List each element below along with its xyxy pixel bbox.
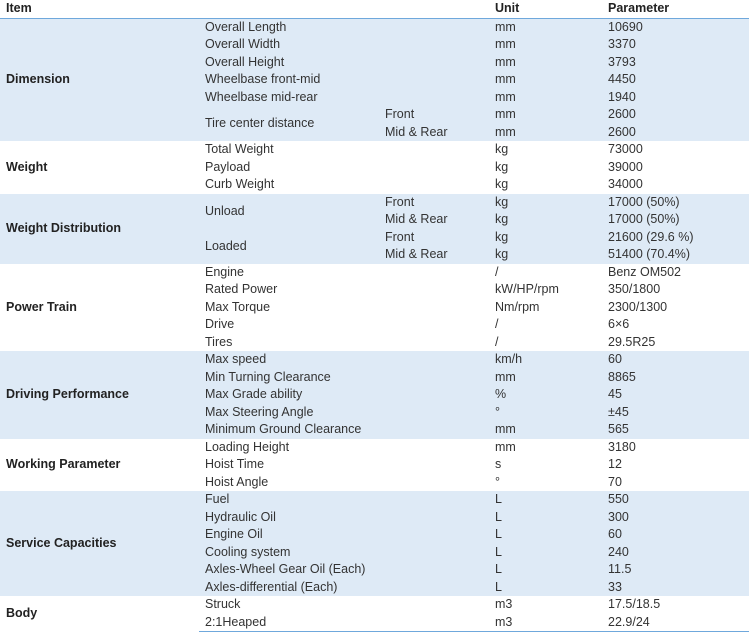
row-label: Engine Oil — [205, 527, 263, 542]
row-unit: kW/HP/rpm — [495, 282, 559, 297]
row-unit: L — [495, 509, 502, 524]
row-sub-label: Mid & Rear — [385, 124, 448, 139]
row-value: 12 — [608, 457, 622, 472]
row-value: 3370 — [608, 37, 636, 52]
row-label: Hydraulic Oil — [205, 509, 276, 524]
row-value: 2300/1300 — [608, 299, 668, 314]
row-unit: mm — [495, 439, 516, 454]
row-unit: mm — [495, 422, 516, 437]
table-row — [0, 141, 749, 159]
row-value: 51400 (70.4%) — [608, 247, 691, 262]
row-unit: mm — [495, 124, 516, 139]
table-row — [0, 439, 749, 457]
group-label: Working Parameter — [6, 457, 121, 472]
row-label: 2:1Heaped — [199, 614, 489, 632]
row-label: Engine — [205, 264, 244, 279]
row-unit: / — [495, 317, 499, 332]
row-value: 11.5 — [608, 562, 632, 577]
row-value: 2600 — [608, 107, 636, 122]
group-label: Power Train — [6, 299, 77, 314]
row-unit: L — [495, 579, 502, 594]
row-label: Total Weight — [205, 142, 274, 157]
row-unit: kg — [495, 229, 509, 244]
group-label: Weight Distribution — [6, 221, 122, 235]
row-value: 34000 — [608, 177, 643, 192]
header-parameter: Parameter — [602, 0, 749, 18]
group-label: Body — [6, 606, 38, 621]
row-unit: kg — [495, 194, 509, 209]
table-row — [0, 264, 749, 282]
row-unit: mm — [495, 19, 516, 34]
group-label: Service Capacities — [6, 536, 117, 550]
row-unit: kg — [495, 177, 509, 192]
row-label: Tire center distance — [205, 116, 315, 130]
row-sub-label: Mid & Rear — [385, 247, 448, 262]
row-value: 17000 (50%) — [608, 212, 680, 227]
row-sub-label: Front — [385, 229, 415, 244]
row-unit: L — [495, 527, 502, 542]
row-unit: ° — [495, 474, 501, 489]
row-label: Minimum Ground Clearance — [205, 422, 362, 437]
row-unit: m3 — [495, 597, 513, 612]
row-unit: m3 — [489, 614, 602, 632]
row-value: 70 — [608, 474, 622, 489]
row-label: Hoist Time — [205, 457, 265, 472]
row-label: Overall Width — [205, 37, 281, 52]
row-value: 8865 — [608, 369, 636, 384]
row-value: ±45 — [608, 404, 629, 419]
row-unit: mm — [495, 37, 516, 52]
row-value: 240 — [608, 544, 629, 559]
row-unit: kg — [495, 159, 509, 174]
row-unit: km/h — [495, 352, 523, 367]
row-value: 60 — [608, 527, 622, 542]
row-label: Wheelbase front-mid — [205, 72, 321, 87]
row-label: Tires — [205, 334, 233, 349]
row-value: 2600 — [608, 124, 636, 139]
row-unit: % — [495, 387, 507, 402]
row-label: Loading Height — [205, 439, 290, 454]
table-row — [0, 596, 749, 614]
row-unit: mm — [495, 72, 516, 87]
row-unit: ° — [495, 404, 501, 419]
row-unit: Nm/rpm — [495, 299, 540, 314]
row-value: 6×6 — [608, 317, 630, 332]
row-unit: / — [495, 334, 499, 349]
row-label: Max speed — [205, 352, 267, 367]
row-value: 10690 — [608, 19, 643, 34]
header-row — [0, 0, 749, 18]
row-label: Min Turning Clearance — [205, 369, 331, 384]
row-label: Max Grade ability — [205, 387, 303, 402]
row-unit: L — [495, 562, 502, 577]
row-label: Wheelbase mid-rear — [205, 89, 318, 104]
row-sub-label: Front — [385, 194, 415, 209]
row-label: Overall Length — [205, 19, 287, 34]
row-unit: mm — [495, 369, 516, 384]
row-value: 4450 — [608, 72, 636, 87]
row-label: Axles-differential (Each) — [205, 579, 338, 594]
row-value: 350/1800 — [608, 282, 661, 297]
row-unit: kg — [495, 247, 509, 262]
row-label: Curb Weight — [205, 177, 275, 192]
row-label: Payload — [205, 159, 251, 174]
row-value: Benz OM502 — [608, 264, 681, 279]
row-value: 29.5R25 — [608, 334, 656, 349]
row-label: Cooling system — [205, 544, 291, 559]
row-value: 17000 (50%) — [608, 194, 680, 209]
table-row — [0, 18, 749, 36]
row-label: Loaded — [205, 238, 247, 253]
row-value: 33 — [608, 579, 622, 594]
row-label: Fuel — [205, 492, 230, 507]
group-label: Dimension — [6, 72, 70, 87]
row-unit: mm — [495, 107, 516, 122]
group-label: Driving Performance — [6, 387, 129, 402]
row-label: Rated Power — [205, 282, 278, 297]
spec-body — [0, 18, 749, 632]
row-value: 1940 — [608, 89, 636, 104]
row-sub-label: Mid & Rear — [385, 212, 448, 227]
row-unit: s — [495, 457, 502, 472]
row-value: 73000 — [608, 142, 643, 157]
row-label: Hoist Angle — [205, 474, 269, 489]
group-label: Weight — [6, 159, 48, 174]
row-label: Max Torque — [205, 299, 271, 314]
row-value: 3180 — [608, 439, 636, 454]
row-label: Unload — [205, 203, 245, 218]
table-row — [0, 491, 749, 509]
row-value: 39000 — [608, 159, 643, 174]
row-label: Drive — [205, 317, 235, 332]
row-value: 3793 — [608, 54, 636, 69]
row-value: 21600 (29.6 %) — [608, 229, 694, 244]
row-unit: L — [495, 492, 502, 507]
row-label: Axles-Wheel Gear Oil (Each) — [205, 562, 366, 577]
row-unit: mm — [495, 54, 516, 69]
row-unit: L — [495, 544, 502, 559]
row-unit: kg — [495, 212, 509, 227]
row-label: Struck — [205, 597, 241, 612]
row-value: 300 — [608, 509, 629, 524]
row-value: 17.5/18.5 — [608, 597, 661, 612]
row-unit: mm — [495, 89, 516, 104]
row-unit: / — [495, 264, 499, 279]
row-value: 60 — [608, 352, 622, 367]
row-value: 550 — [608, 492, 629, 507]
header-item: Item — [0, 0, 489, 18]
row-label: Overall Height — [205, 54, 285, 69]
row-sub-label: Front — [385, 107, 415, 122]
header-unit: Unit — [489, 0, 602, 18]
table-row — [0, 351, 749, 369]
table-row — [0, 194, 749, 212]
row-unit: kg — [495, 142, 509, 157]
row-value: 22.9/24 — [602, 614, 749, 632]
row-value: 565 — [608, 422, 629, 437]
row-value: 45 — [608, 387, 622, 402]
row-label: Max Steering Angle — [205, 404, 314, 419]
